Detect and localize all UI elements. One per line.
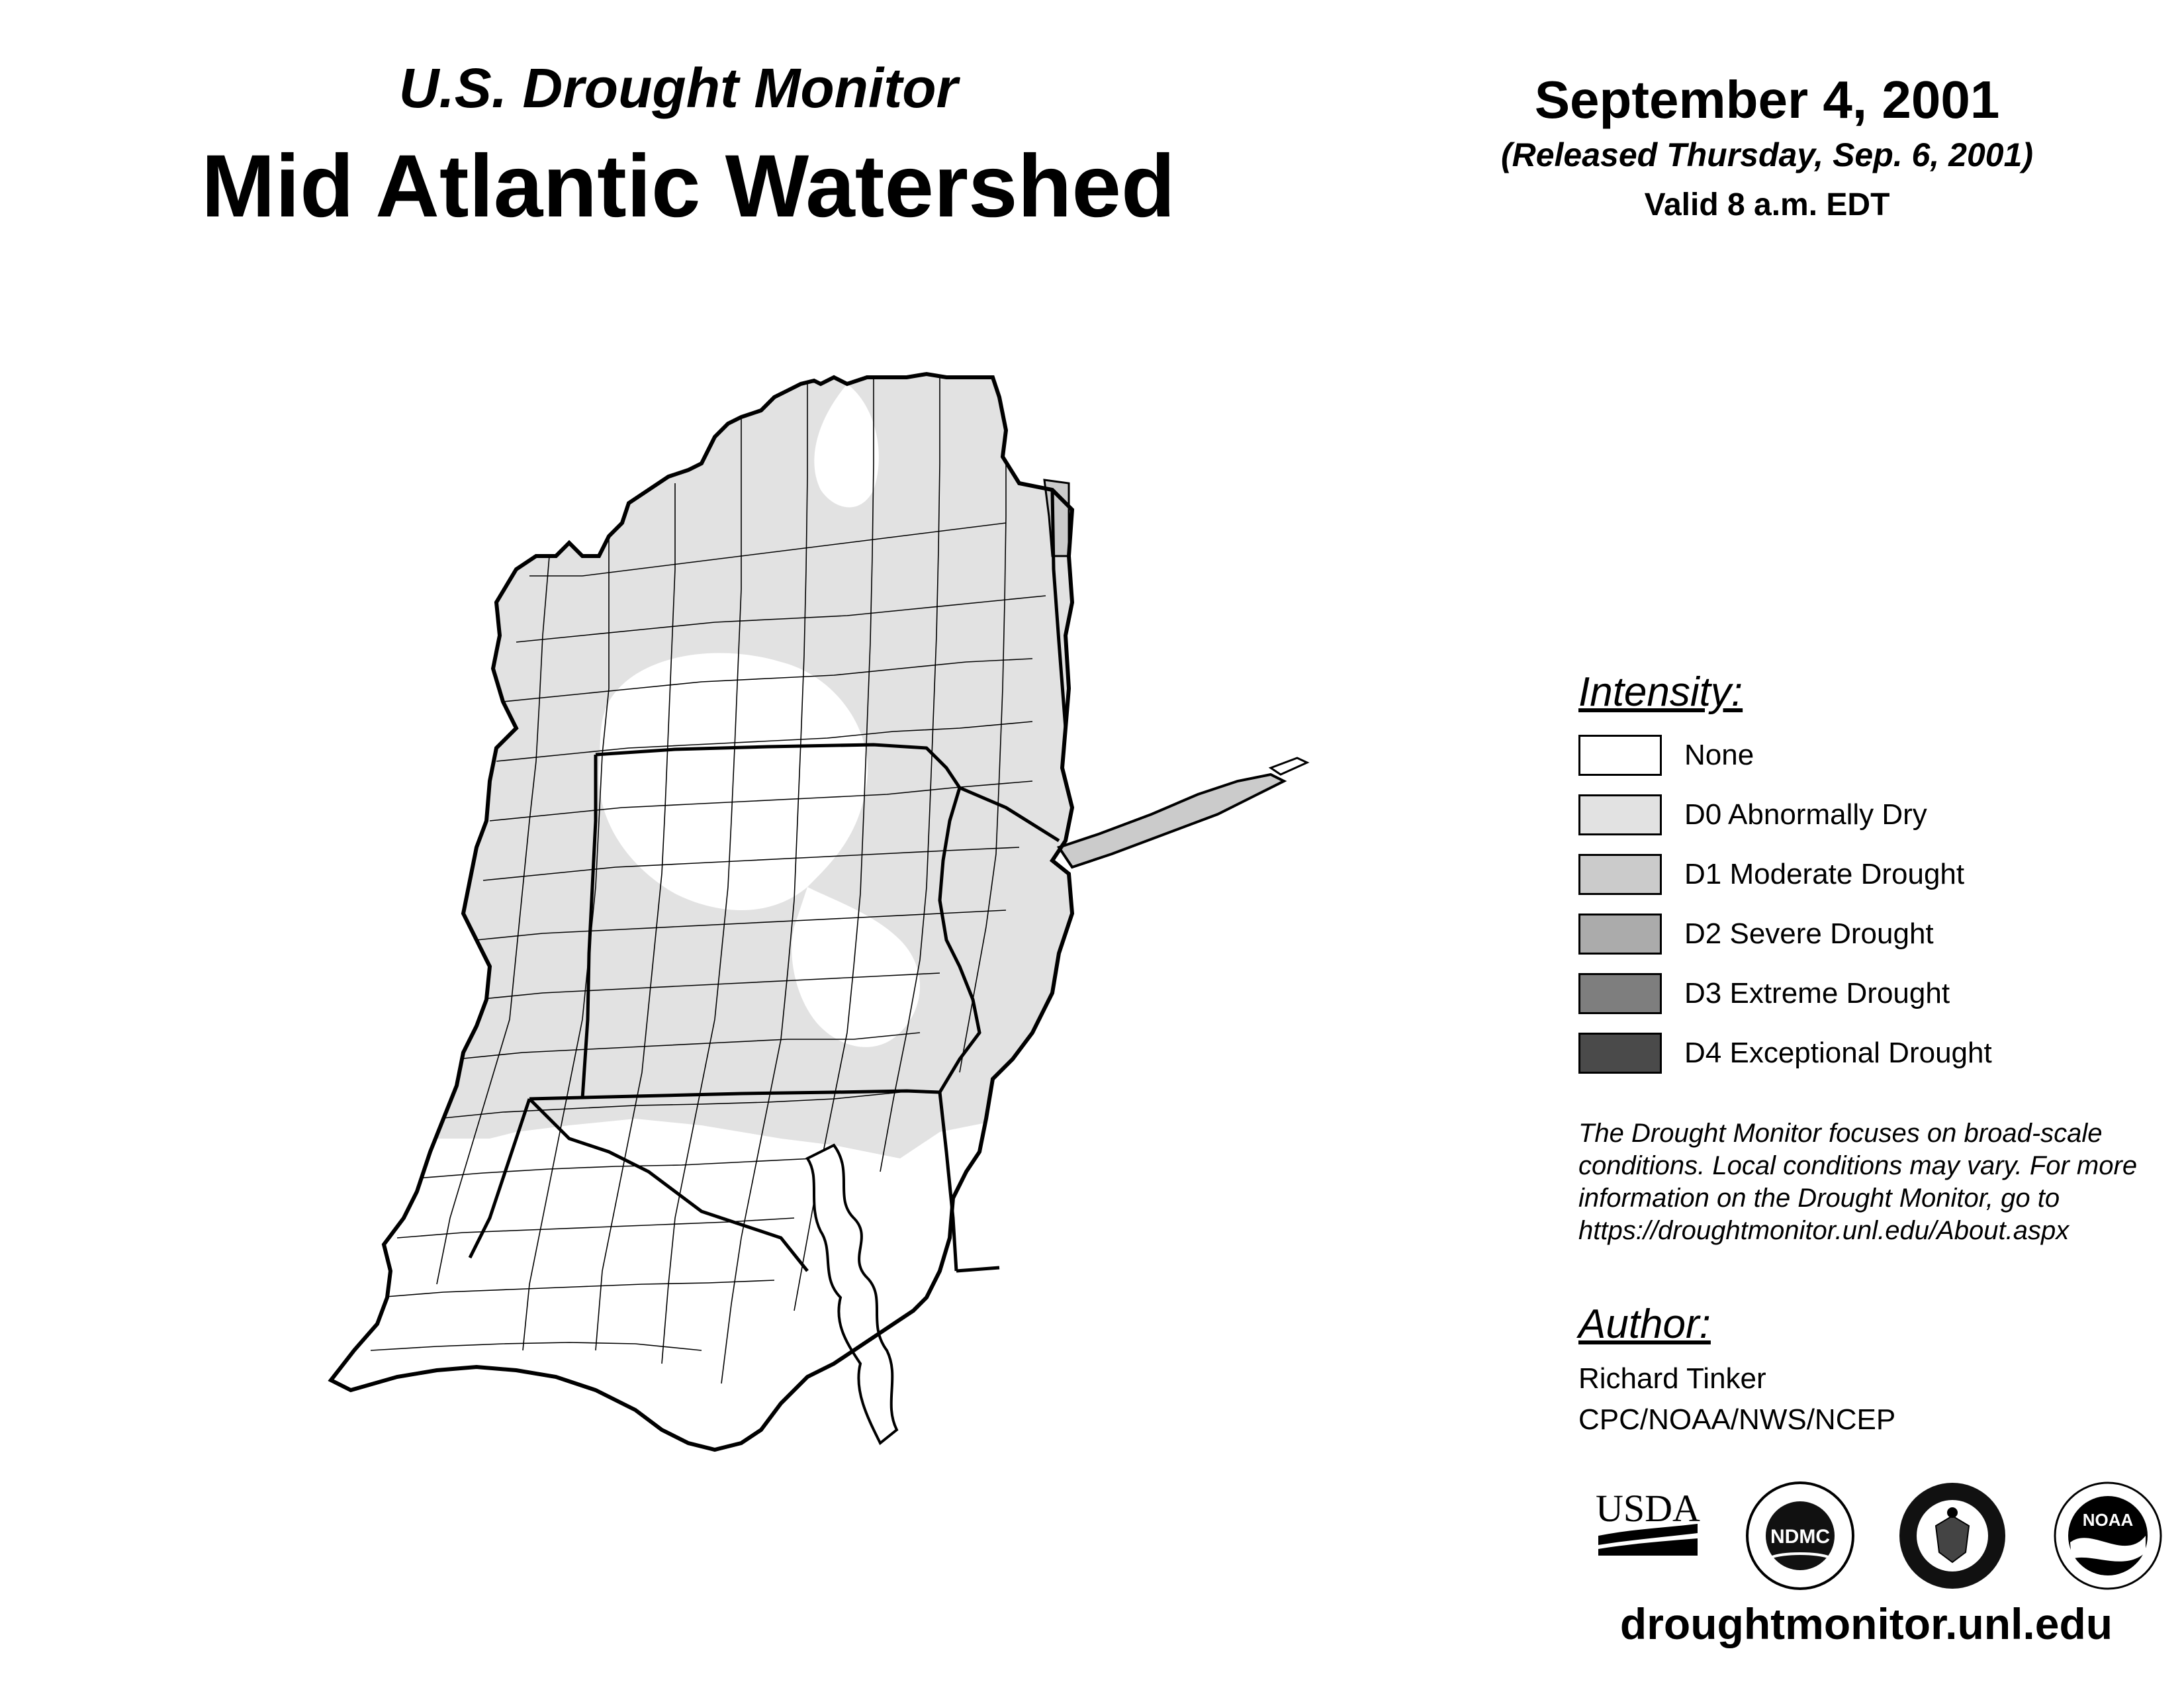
legend-label: D0 Abnormally Dry (1684, 798, 1927, 831)
legend-swatch (1578, 1033, 1662, 1074)
legend-item-d0 (1578, 794, 2148, 838)
note-url[interactable]: https://droughtmonitor.unl.edu/About.aspx (1578, 1216, 2070, 1245)
note-line: information on the Drought Monitor, go to (1578, 1184, 2060, 1213)
legend-label: D1 Moderate Drought (1684, 858, 1965, 890)
noaa-logo-text: NOAA (2082, 1510, 2134, 1530)
legend-label: D3 Extreme Drought (1684, 977, 1950, 1009)
legend-title: Intensity: (1578, 669, 1743, 715)
legend-label: D2 Severe Drought (1684, 917, 1934, 950)
usda-logo (1592, 1483, 1704, 1569)
note-line: The Drought Monitor focuses on broad-scale (1578, 1119, 2103, 1148)
note-line: conditions. Local conditions may vary. For more (1578, 1151, 2138, 1180)
ndmc-logo (1744, 1479, 1856, 1592)
legend-swatch (1578, 854, 1662, 895)
legend-item-d4 (1578, 1033, 2148, 1076)
long-island (1059, 774, 1284, 867)
author-name: Richard Tinker (1578, 1362, 1766, 1395)
map-subtitle: U.S. Drought Monitor (398, 57, 958, 119)
legend-label: None (1684, 739, 1754, 771)
map-title: Mid Atlantic Watershed (201, 137, 1175, 236)
commerce-logo (1896, 1479, 2009, 1592)
legend-item-none (1578, 735, 2148, 778)
disclaimer-note (1578, 1117, 2167, 1247)
noaa-logo (2052, 1479, 2164, 1592)
legend-item-d1 (1578, 854, 2148, 898)
d0-area (238, 357, 1337, 1158)
drought-map (238, 357, 1337, 1615)
map-date: September 4, 2001 (1534, 70, 2000, 129)
author-org: CPC/NOAA/NWS/NCEP (1578, 1403, 1896, 1436)
ndmc-logo-text: NDMC (1770, 1526, 1830, 1548)
valid-time: Valid 8 a.m. EDT (1644, 187, 1890, 222)
legend-swatch (1578, 973, 1662, 1014)
legend-swatch (1578, 735, 1662, 776)
legend-swatch (1578, 794, 1662, 835)
author-title: Author: (1578, 1301, 1711, 1347)
usda-logo-text: USDA (1596, 1487, 1700, 1530)
legend-item-d2 (1578, 914, 2148, 957)
legend-label: D4 Exceptional Drought (1684, 1037, 1992, 1069)
legend-swatch (1578, 914, 1662, 955)
website-link[interactable]: droughtmonitor.unl.edu (1619, 1599, 2113, 1648)
legend-item-d3 (1578, 973, 2148, 1017)
release-date: (Released Thursday, Sep. 6, 2001) (1500, 136, 2034, 173)
